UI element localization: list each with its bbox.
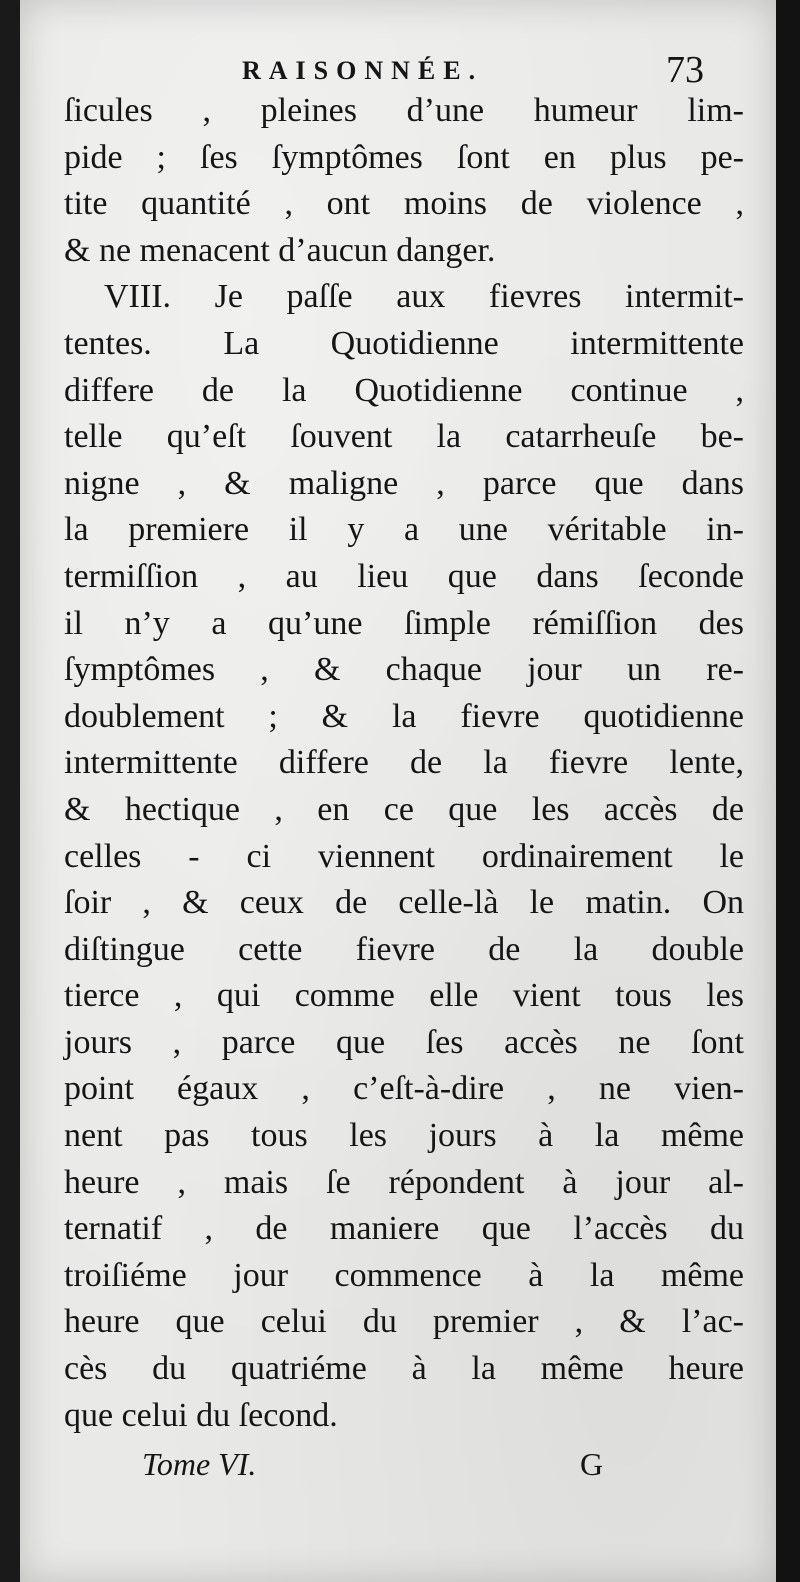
section-heading-line: VIII. Je paſſe aux fievres intermit- [104,278,744,316]
text-line: celles - ci viennent ordinairement le [64,837,744,875]
text-line: il n’y a qu’une ſimple rémiſſion des [64,604,744,642]
text-line: & ne menacent d’aucun danger. [64,231,496,269]
text-line: heure , mais ſe répondent à jour al- [64,1163,744,1201]
text-line: heure que celui du premier , & l’ac- [64,1303,744,1341]
text-line: pide ; ſes ſymptômes ſont en plus pe- [64,138,744,176]
text-line: termiſſion , au lieu que dans ſeconde [64,557,744,595]
text-line: jours , parce que ſes accès ne ſont [64,1023,744,1061]
text-line: la premiere il y a une véritable in- [64,511,744,549]
text-line: cès du quatriéme à la même heure [64,1350,744,1388]
book-page [20,0,776,1582]
text-line: nigne , & maligne , parce que dans [64,464,744,502]
text-line: troiſiéme jour commence à la même [64,1256,744,1294]
page-footer [20,1446,776,1496]
text-line: intermittente differe de la fievre lente, [64,744,744,782]
text-line: & hectique , en ce que les accès de [64,790,744,828]
text-line: ſymptômes , & chaque jour un re- [64,651,744,689]
text-line: diſtingue cette fievre de la double [64,930,744,968]
text-line: point égaux , c’eſt-à-dire , ne vien- [64,1070,744,1108]
body-text [64,88,744,1439]
text-line: nent pas tous les jours à la même [64,1117,744,1155]
text-line: ternatif , de maniere que l’accès du [64,1210,744,1248]
text-line: doublement ; & la fievre quotidienne [64,697,744,735]
text-line: telle qu’eſt ſouvent la catarrheuſe be- [64,418,744,456]
gathering-signature: G [580,1446,604,1482]
text-line: differe de la Quotidienne continue , [64,371,744,409]
text-line: que celui du ſecond. [64,1396,338,1434]
text-line: tentes. La Quotidienne intermittente [64,324,744,362]
scan-edge-shadow [776,0,800,1582]
text-line: tite quantité , ont moins de violence , [64,185,744,223]
volume-signature: Tome VI. [142,1446,257,1482]
text-line: ſoir , & ceux de celle-là le matin. On [64,884,744,922]
text-line: tierce , qui comme elle vient tous les [64,977,744,1015]
text-line: ſicules , pleines d’une humeur lim- [64,92,744,129]
page-number: 73 [666,49,704,91]
running-head: RAISONNÉE. [242,56,484,85]
